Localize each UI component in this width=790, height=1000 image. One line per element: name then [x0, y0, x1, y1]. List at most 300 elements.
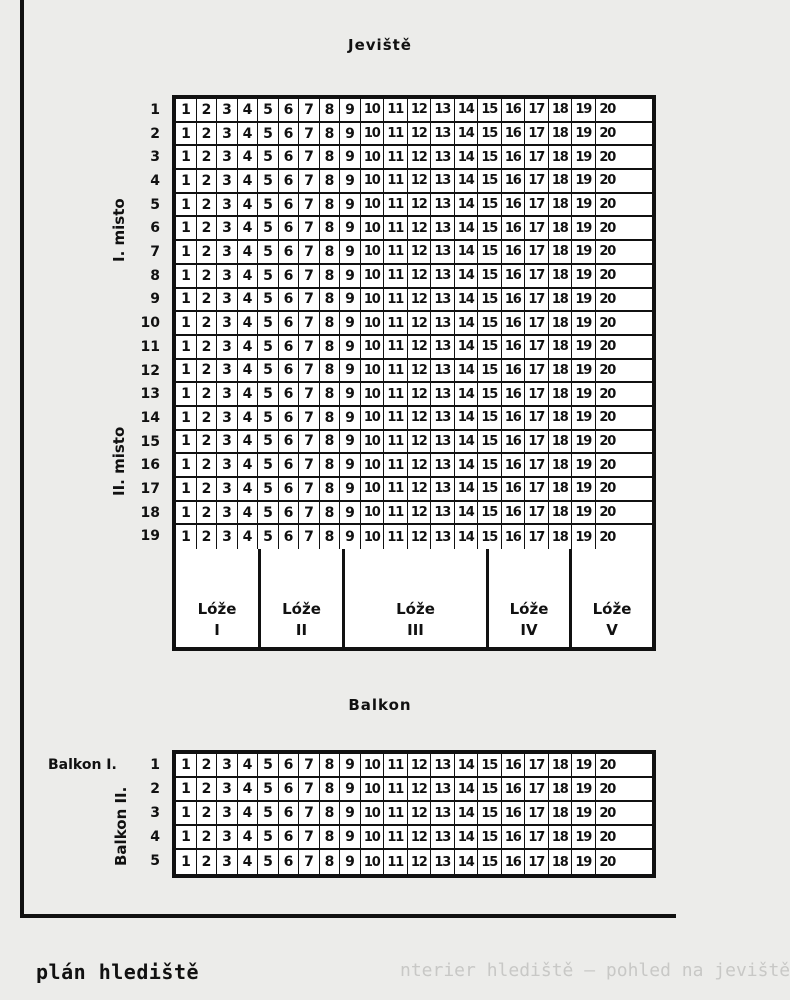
seat: 18 — [549, 454, 573, 476]
seat: 3 — [217, 217, 238, 239]
row-number: 7 — [150, 244, 160, 261]
seat: 11 — [384, 217, 408, 239]
seat: 16 — [502, 525, 526, 549]
seat: 10 — [361, 217, 385, 239]
seat: 1 — [176, 778, 197, 800]
box-name: Lóže — [592, 600, 632, 618]
seat: 20 — [599, 805, 616, 821]
seat: 7 — [299, 170, 320, 192]
seat: 18 — [549, 478, 573, 500]
seat: 1 — [176, 336, 197, 358]
seat: 13 — [431, 502, 455, 524]
seat: 15 — [478, 265, 502, 287]
seat: 3 — [217, 407, 238, 429]
seat: 8 — [320, 407, 341, 429]
seat: 17 — [525, 407, 549, 429]
seat: 10 — [361, 289, 385, 311]
seat: 16 — [502, 850, 526, 874]
seat: 9 — [340, 407, 361, 429]
seat: 18 — [549, 502, 573, 524]
seat: 1 — [176, 826, 197, 848]
seat: 7 — [299, 478, 320, 500]
seat: 19 — [572, 754, 596, 776]
seat: 17 — [525, 454, 549, 476]
seat: 12 — [408, 502, 432, 524]
seat: 20 — [599, 386, 616, 402]
seat: 3 — [217, 525, 238, 549]
row-number: 6 — [150, 220, 160, 237]
seat: 16 — [502, 123, 526, 145]
seat: 6 — [279, 383, 300, 405]
seat: 1 — [176, 850, 197, 874]
row-number: 15 — [140, 433, 160, 450]
seat: 2 — [197, 454, 218, 476]
seat: 2 — [197, 802, 218, 824]
seat: 9 — [340, 383, 361, 405]
seat-row — [176, 778, 652, 802]
row-number: 17 — [140, 481, 160, 498]
seat: 10 — [361, 336, 385, 358]
seat: 7 — [299, 431, 320, 453]
main-seating-grid — [172, 95, 656, 553]
seat: 14 — [455, 431, 479, 453]
seat: 14 — [455, 217, 479, 239]
seat: 12 — [408, 336, 432, 358]
seat: 6 — [279, 826, 300, 848]
seat: 9 — [340, 241, 361, 263]
seat-row — [176, 850, 652, 874]
seat: 11 — [384, 525, 408, 549]
seat: 5 — [258, 478, 279, 500]
seat: 4 — [238, 826, 259, 848]
seat: 12 — [408, 478, 432, 500]
seat: 4 — [238, 241, 259, 263]
seat: 17 — [525, 217, 549, 239]
seat: 14 — [455, 383, 479, 405]
seat: 17 — [525, 478, 549, 500]
seat: 5 — [258, 123, 279, 145]
seat: 6 — [279, 850, 300, 874]
seat: 2 — [197, 241, 218, 263]
seat: 3 — [217, 265, 238, 287]
seat: 7 — [299, 217, 320, 239]
seat: 9 — [340, 146, 361, 168]
seat: 18 — [549, 802, 573, 824]
seat: 9 — [340, 754, 361, 776]
seat: 2 — [197, 265, 218, 287]
seat: 17 — [525, 754, 549, 776]
seat: 16 — [502, 802, 526, 824]
seat: 19 — [572, 289, 596, 311]
seat: 1 — [176, 525, 197, 549]
seat: 16 — [502, 754, 526, 776]
seat: 5 — [258, 754, 279, 776]
seat: 11 — [384, 850, 408, 874]
seat: 9 — [340, 336, 361, 358]
seat: 3 — [217, 123, 238, 145]
row-number: 3 — [150, 149, 160, 166]
seat: 19 — [572, 360, 596, 382]
seat: 20 — [599, 481, 616, 497]
seat: 11 — [384, 383, 408, 405]
seat: 2 — [197, 383, 218, 405]
seat-row — [176, 826, 652, 850]
box-name: Lóže — [396, 600, 435, 618]
seat: 6 — [279, 217, 300, 239]
seat: 7 — [299, 778, 320, 800]
seat: 2 — [197, 850, 218, 874]
seat: 15 — [478, 241, 502, 263]
seat: 7 — [299, 502, 320, 524]
boxes-row — [172, 549, 656, 651]
seat: 4 — [238, 265, 259, 287]
seat: 13 — [431, 431, 455, 453]
seat: 10 — [361, 502, 385, 524]
seat: 13 — [431, 99, 455, 121]
seat: 4 — [238, 312, 259, 334]
seat: 8 — [320, 502, 341, 524]
seat: 15 — [478, 407, 502, 429]
seat: 16 — [502, 289, 526, 311]
row-number: 18 — [140, 504, 160, 521]
seat: 13 — [431, 407, 455, 429]
seat: 7 — [299, 265, 320, 287]
seat: 18 — [549, 407, 573, 429]
seat: 4 — [238, 802, 259, 824]
seat: 18 — [549, 431, 573, 453]
seat: 8 — [320, 194, 341, 216]
seat: 4 — [238, 360, 259, 382]
seat: 20 — [599, 829, 616, 845]
seat: 9 — [340, 170, 361, 192]
seat-row — [176, 146, 652, 170]
seat: 9 — [340, 360, 361, 382]
seat: 13 — [431, 312, 455, 334]
seat: 1 — [176, 194, 197, 216]
seat: 20 — [599, 457, 616, 473]
seat: 16 — [502, 312, 526, 334]
seat-row — [176, 431, 652, 455]
seat: 8 — [320, 289, 341, 311]
seat: 13 — [431, 478, 455, 500]
seat: 1 — [176, 802, 197, 824]
seat: 9 — [340, 312, 361, 334]
seat: 16 — [502, 146, 526, 168]
section-first-label: I. misto — [110, 198, 128, 262]
seat: 2 — [197, 478, 218, 500]
seat: 7 — [299, 802, 320, 824]
seat: 20 — [599, 757, 616, 773]
seat: 7 — [299, 754, 320, 776]
seat: 10 — [361, 146, 385, 168]
seat: 12 — [408, 826, 432, 848]
seat: 8 — [320, 312, 341, 334]
seat: 5 — [258, 336, 279, 358]
seat: 11 — [384, 802, 408, 824]
seat: 13 — [431, 826, 455, 848]
seat: 4 — [238, 336, 259, 358]
seat: 18 — [549, 146, 573, 168]
seat: 7 — [299, 336, 320, 358]
seat: 20 — [599, 220, 616, 236]
seat: 2 — [197, 170, 218, 192]
seat: 11 — [384, 360, 408, 382]
seat: 13 — [431, 241, 455, 263]
seat: 15 — [478, 217, 502, 239]
row-number: 1 — [150, 101, 160, 118]
seat: 1 — [176, 383, 197, 405]
seat: 17 — [525, 170, 549, 192]
seat-row — [176, 123, 652, 147]
seat: 5 — [258, 146, 279, 168]
seat: 18 — [549, 360, 573, 382]
seat: 2 — [197, 360, 218, 382]
seat: 3 — [217, 754, 238, 776]
seat: 7 — [299, 407, 320, 429]
box-numeral: I — [214, 621, 220, 639]
seat: 2 — [197, 826, 218, 848]
caption: plán hlediště — [36, 960, 200, 984]
seat: 12 — [408, 383, 432, 405]
box-numeral: II — [295, 621, 308, 639]
seat: 14 — [455, 454, 479, 476]
seat: 5 — [258, 241, 279, 263]
seat: 19 — [572, 99, 596, 121]
seat: 12 — [408, 802, 432, 824]
seat: 13 — [431, 146, 455, 168]
seat: 20 — [599, 291, 616, 307]
seat: 15 — [478, 123, 502, 145]
seat: 8 — [320, 826, 341, 848]
bleed-through-text: nterier hlediště – pohled na jeviště — [400, 960, 790, 981]
seat: 4 — [238, 194, 259, 216]
seat: 4 — [238, 778, 259, 800]
seat: 13 — [431, 123, 455, 145]
seat: 13 — [431, 525, 455, 549]
seat-row — [176, 170, 652, 194]
seat-row — [176, 525, 652, 549]
seat: 3 — [217, 360, 238, 382]
seat: 20 — [599, 854, 616, 870]
seat: 19 — [572, 312, 596, 334]
seat: 8 — [320, 99, 341, 121]
box-loze — [261, 549, 345, 647]
seat: 7 — [299, 241, 320, 263]
seat: 6 — [279, 312, 300, 334]
seat: 14 — [455, 289, 479, 311]
seat: 9 — [340, 478, 361, 500]
seat: 14 — [455, 502, 479, 524]
seat: 4 — [238, 99, 259, 121]
seat: 12 — [408, 217, 432, 239]
seat: 15 — [478, 360, 502, 382]
seat: 7 — [299, 194, 320, 216]
row-number: 3 — [150, 805, 160, 821]
seat: 13 — [431, 850, 455, 874]
row-number: 8 — [150, 267, 160, 284]
seat: 3 — [217, 431, 238, 453]
seat: 1 — [176, 431, 197, 453]
seat: 10 — [361, 99, 385, 121]
seat: 2 — [197, 312, 218, 334]
seat: 4 — [238, 525, 259, 549]
seat: 1 — [176, 123, 197, 145]
seat: 12 — [408, 123, 432, 145]
seat: 18 — [549, 265, 573, 287]
seat: 16 — [502, 454, 526, 476]
seat: 2 — [197, 194, 218, 216]
seat: 18 — [549, 99, 573, 121]
seat: 2 — [197, 146, 218, 168]
seat: 15 — [478, 850, 502, 874]
seat: 16 — [502, 99, 526, 121]
seat: 6 — [279, 241, 300, 263]
seat: 9 — [340, 454, 361, 476]
seat: 19 — [572, 431, 596, 453]
seat: 15 — [478, 312, 502, 334]
seat: 8 — [320, 241, 341, 263]
seat-row — [176, 454, 652, 478]
seat: 16 — [502, 170, 526, 192]
seat: 16 — [502, 194, 526, 216]
seat: 2 — [197, 217, 218, 239]
seat: 6 — [279, 146, 300, 168]
row-number: 2 — [150, 781, 160, 797]
seat-row — [176, 265, 652, 289]
seat: 10 — [361, 525, 385, 549]
row-number: 12 — [140, 362, 160, 379]
seat: 16 — [502, 241, 526, 263]
seat: 17 — [525, 525, 549, 549]
seat: 13 — [431, 194, 455, 216]
seat: 10 — [361, 407, 385, 429]
seat: 17 — [525, 336, 549, 358]
seat: 16 — [502, 778, 526, 800]
row-number: 2 — [150, 125, 160, 142]
seat: 6 — [279, 754, 300, 776]
section-second-label: II. misto — [110, 426, 128, 496]
seat-row — [176, 194, 652, 218]
seat-row — [176, 383, 652, 407]
seat: 15 — [478, 194, 502, 216]
seat: 10 — [361, 826, 385, 848]
seat: 4 — [238, 850, 259, 874]
seat: 5 — [258, 289, 279, 311]
seat: 19 — [572, 170, 596, 192]
seat: 3 — [217, 194, 238, 216]
seat: 2 — [197, 778, 218, 800]
seat: 20 — [599, 433, 616, 449]
seat: 11 — [384, 431, 408, 453]
box-name: Lóže — [197, 600, 237, 618]
seat: 20 — [599, 362, 616, 378]
seat: 5 — [258, 170, 279, 192]
seat: 8 — [320, 360, 341, 382]
seat: 15 — [478, 99, 502, 121]
seat: 5 — [258, 99, 279, 121]
row-number: 10 — [140, 315, 160, 332]
seat: 3 — [217, 336, 238, 358]
seat: 16 — [502, 217, 526, 239]
seat: 12 — [408, 194, 432, 216]
seat: 3 — [217, 454, 238, 476]
seat: 19 — [572, 146, 596, 168]
seat: 15 — [478, 431, 502, 453]
seat: 10 — [361, 850, 385, 874]
row-number: 4 — [150, 829, 160, 845]
seat: 15 — [478, 778, 502, 800]
seat: 5 — [258, 360, 279, 382]
box-name: Lóže — [282, 600, 321, 618]
seat: 8 — [320, 850, 341, 874]
seat: 7 — [299, 312, 320, 334]
seat: 5 — [258, 454, 279, 476]
seat: 19 — [572, 336, 596, 358]
seat: 3 — [217, 478, 238, 500]
seat: 11 — [384, 407, 408, 429]
seat: 18 — [549, 826, 573, 848]
seat: 5 — [258, 826, 279, 848]
seat: 8 — [320, 265, 341, 287]
seat: 7 — [299, 360, 320, 382]
seat: 2 — [197, 525, 218, 549]
seat: 5 — [258, 502, 279, 524]
seat: 19 — [572, 778, 596, 800]
row-number: 5 — [150, 853, 160, 869]
seat: 1 — [176, 454, 197, 476]
seat: 1 — [176, 289, 197, 311]
seat: 14 — [455, 360, 479, 382]
seat: 14 — [455, 478, 479, 500]
seat: 7 — [299, 525, 320, 549]
seat: 18 — [549, 778, 573, 800]
seat: 9 — [340, 217, 361, 239]
seat: 8 — [320, 778, 341, 800]
seat: 17 — [525, 431, 549, 453]
seat: 10 — [361, 478, 385, 500]
seat: 9 — [340, 123, 361, 145]
seat: 8 — [320, 525, 341, 549]
seat: 12 — [408, 170, 432, 192]
seat: 4 — [238, 289, 259, 311]
seat: 3 — [217, 146, 238, 168]
seat: 5 — [258, 383, 279, 405]
seat: 5 — [258, 802, 279, 824]
seat: 14 — [455, 123, 479, 145]
seat: 12 — [408, 525, 432, 549]
seat: 13 — [431, 170, 455, 192]
seat-row — [176, 754, 652, 778]
seat: 5 — [258, 194, 279, 216]
seat: 8 — [320, 478, 341, 500]
seat: 17 — [525, 146, 549, 168]
seat: 15 — [478, 170, 502, 192]
seat: 16 — [502, 336, 526, 358]
seat: 15 — [478, 383, 502, 405]
seat: 14 — [455, 407, 479, 429]
seat: 3 — [217, 241, 238, 263]
seat: 15 — [478, 502, 502, 524]
seat: 12 — [408, 754, 432, 776]
seat-row — [176, 336, 652, 360]
seat: 17 — [525, 99, 549, 121]
seat: 15 — [478, 525, 502, 549]
seat: 18 — [549, 312, 573, 334]
seat-row — [176, 478, 652, 502]
seat: 3 — [217, 502, 238, 524]
seat: 17 — [525, 312, 549, 334]
seat: 16 — [502, 478, 526, 500]
